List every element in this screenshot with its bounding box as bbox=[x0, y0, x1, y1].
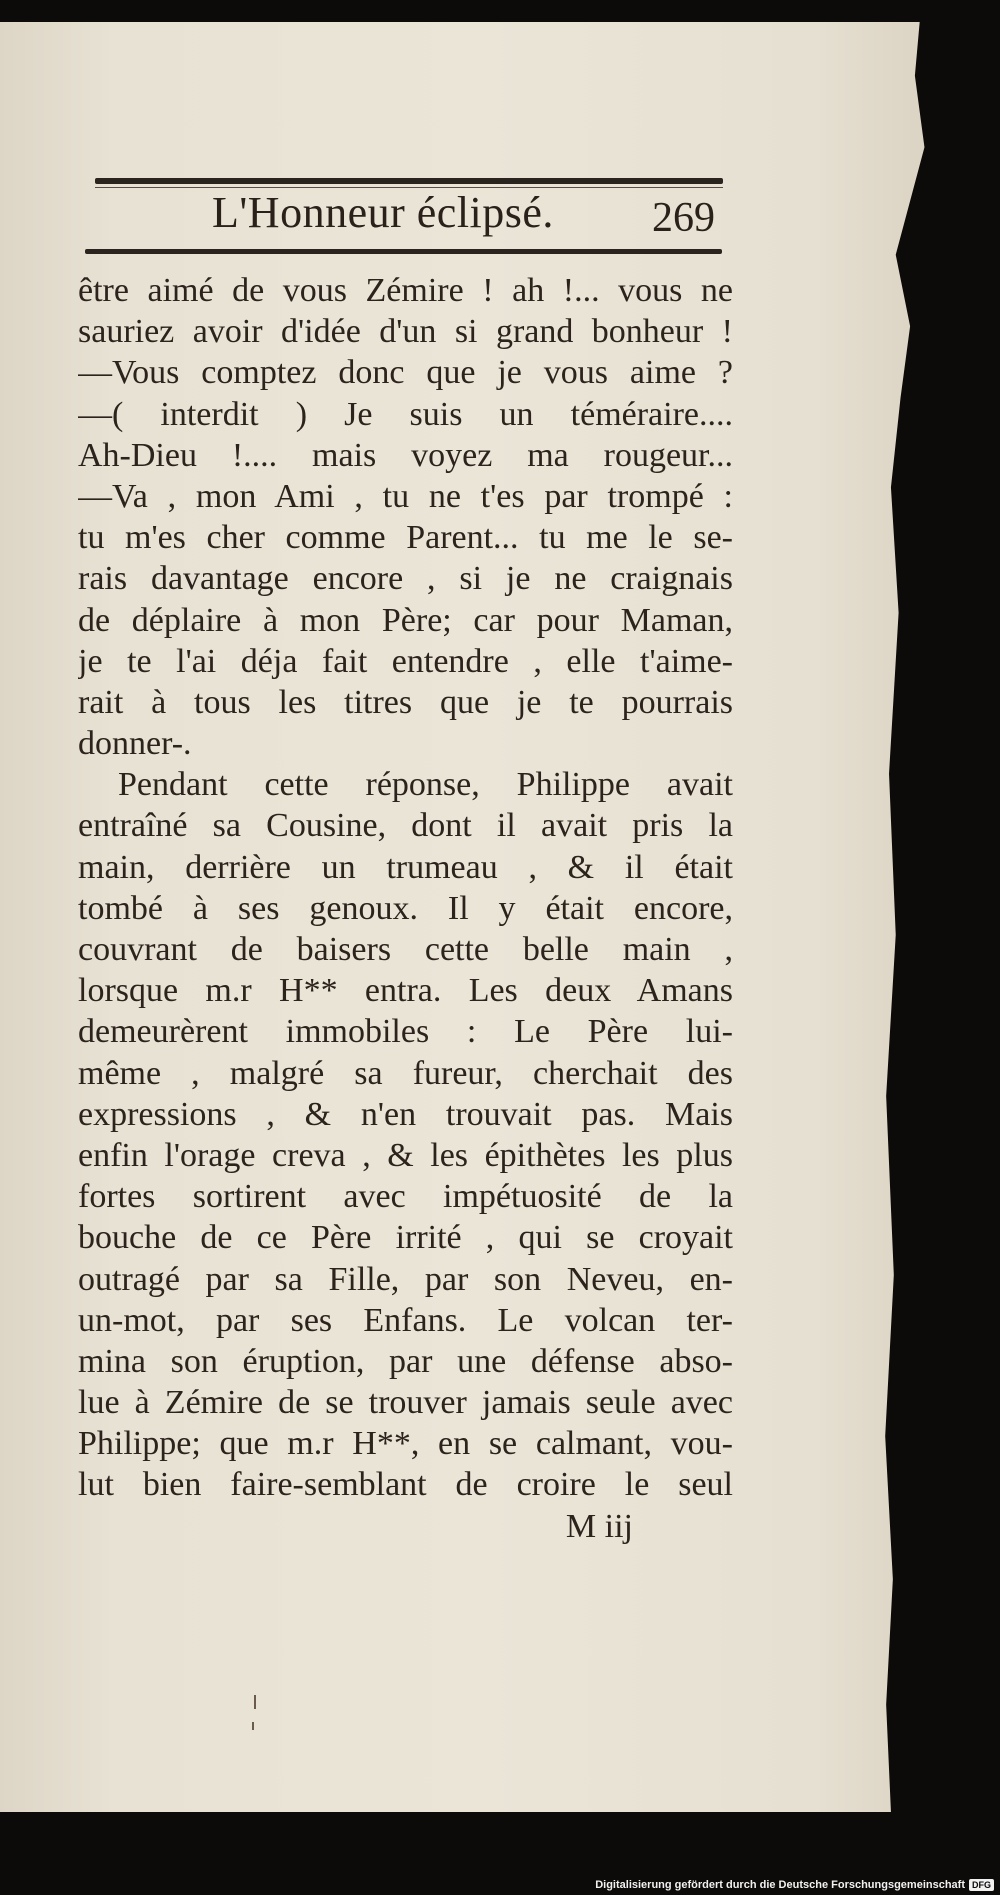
text-line: lue à Zémire de se trouver jamais seule avec bbox=[78, 1384, 733, 1422]
paper-speck bbox=[254, 1695, 256, 1709]
text-line: bouche de ce Père irrité , qui se croyait bbox=[78, 1219, 733, 1257]
text-line: demeurèrent immobiles : Le Père lui- bbox=[78, 1013, 733, 1051]
text-line: couvrant de baisers cette belle main , bbox=[78, 931, 733, 968]
text-line: un-mot, par ses Enfans. Le volcan ter- bbox=[78, 1301, 733, 1339]
text-line: Philippe; que m.r H**, en se calmant, vou- bbox=[78, 1425, 733, 1463]
text-line: lorsque m.r H** entra. Les deux Amans bbox=[78, 972, 733, 1010]
text-line: même , malgré sa fureur, cherchait des bbox=[78, 1054, 733, 1092]
running-title: L'Honneur éclipsé. bbox=[212, 188, 554, 237]
body-text bbox=[78, 270, 733, 1547]
text-line: sauriez avoir d'idée d'un si grand bonheur ! bbox=[78, 313, 733, 351]
credit-text: Digitalisierung gefördert durch die Deutsche Forschungsgemeinschaft bbox=[595, 1879, 965, 1891]
paper-speck bbox=[252, 1722, 254, 1730]
header-bottom-rule bbox=[85, 249, 722, 254]
text-line: Ah-Dieu !.... mais voyez ma rougeur... bbox=[78, 436, 733, 474]
text-line: je te l'ai déja fait entendre , elle t'aime- bbox=[78, 642, 733, 680]
text-line: —Va , mon Ami , tu ne t'es par trompé : bbox=[78, 477, 733, 515]
text-line: rait à tous les titres que je te pourrais bbox=[78, 683, 733, 721]
text-line: enfin l'orage creva , & les épithètes les plus bbox=[78, 1136, 733, 1174]
text-line: outragé par sa Fille, par son Neveu, en- bbox=[78, 1260, 733, 1298]
header-top-rule bbox=[95, 178, 723, 184]
text-line: mina son éruption, par une défense abso- bbox=[78, 1342, 733, 1380]
text-line: tombé à ses genoux. Il y était encore, bbox=[78, 889, 733, 927]
text-line: fortes sortirent avec impétuosité de la bbox=[78, 1178, 733, 1216]
text-line: entraîné sa Cousine, dont il avait pris la bbox=[78, 807, 733, 845]
digitization-credit bbox=[595, 1879, 994, 1891]
text-line: rais davantage encore , si je ne craignais bbox=[78, 560, 733, 598]
text-line: lut bien faire-semblant de croire le seul bbox=[78, 1466, 733, 1504]
text-line: donner-. bbox=[78, 725, 192, 763]
text-line: expressions , & n'en trouvait pas. Mais bbox=[78, 1095, 733, 1133]
text-line: —Vous comptez donc que je vous aime ? bbox=[78, 354, 733, 392]
page-number: 269 bbox=[652, 195, 715, 241]
dfg-logo: DFG bbox=[969, 1879, 994, 1891]
text-line: être aimé de vous Zémire ! ah !... vous ne bbox=[78, 272, 733, 309]
text-line: —( interdit ) Je suis un téméraire.... bbox=[78, 395, 733, 433]
text-line: tu m'es cher comme Parent... tu me le se- bbox=[78, 519, 733, 557]
signature-mark: M iij bbox=[565, 1507, 633, 1545]
text-line: main, derrière un trumeau , & il était bbox=[78, 848, 733, 886]
text-line: Pendant cette réponse, Philippe avait bbox=[118, 766, 733, 804]
text-line: de déplaire à mon Père; car pour Maman, bbox=[78, 601, 733, 639]
